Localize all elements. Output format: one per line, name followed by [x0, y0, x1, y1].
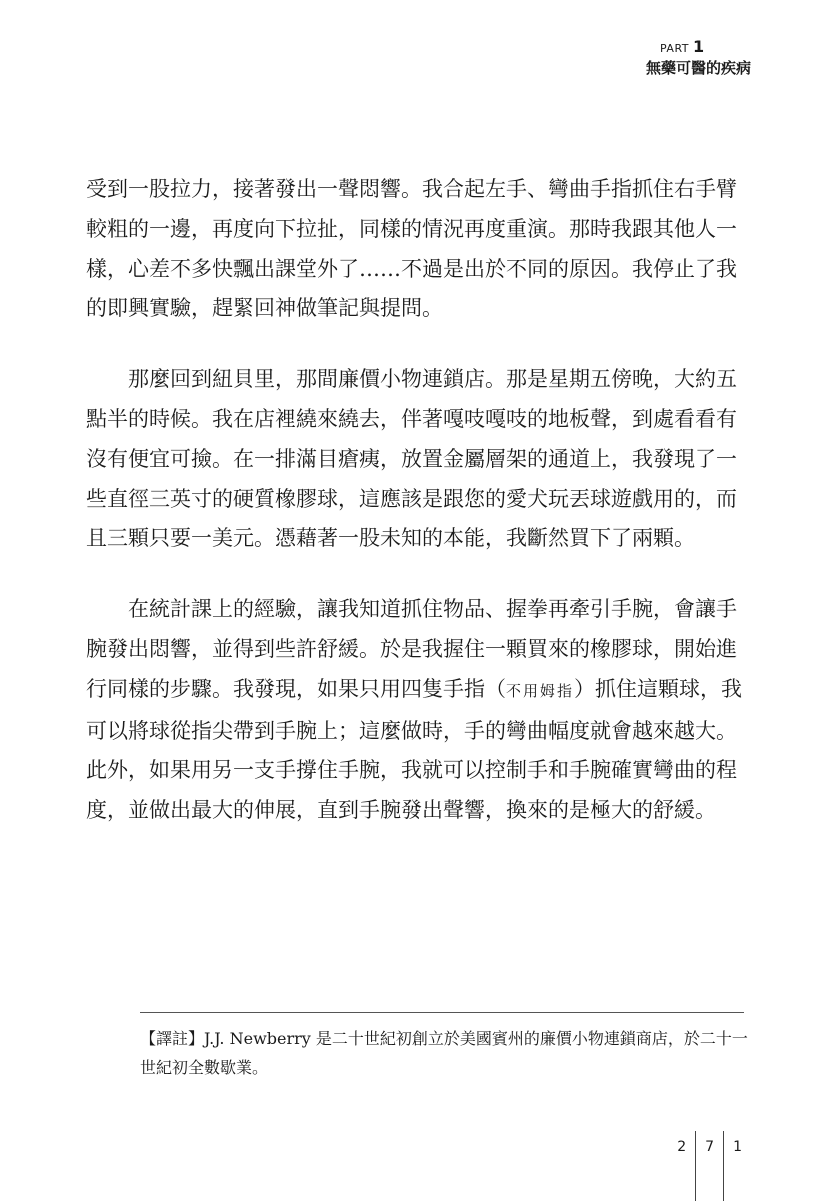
paragraph-3-part-1: 在統計課上的經驗，讓我知道抓住物品、握拳再牽引手腕，會讓手腕發出悶響，並得到些許舒緩。於是我握住一顆買來的橡膠球，開始進行同樣的步驟。我發現，如果只用四隻手指（ [86, 597, 737, 701]
paragraph-3-part-2: ）抓住這顆球，我可以將球從指尖帶到手腕上；這麼做時，手的彎曲幅度就會越來越大。此外，如果用另一支手撐住手腕，我就可以控制手和手腕確實彎曲的程度，並做出最大的伸展，直到手腕發出聲響，換來的是極大的舒緩。 [86, 676, 743, 823]
part-label-text: PART [659, 42, 690, 55]
page-number-digit: 1 [723, 1131, 751, 1201]
inline-note: 不用姆指 [506, 681, 575, 700]
part-number: 1 [693, 37, 705, 56]
footnote-divider [140, 1012, 744, 1013]
paragraph-2: 那麼回到紐貝里，那間廉價小物連鎖店。那是星期五傍晚，大約五點半的時候。我在店裡繞來繞去，伴著嘎吱嘎吱的地板聲，到處看看有沒有便宜可撿。在一排滿目瘡痍，放置金屬層架的通道上，我發現了一些直徑三英寸的硬質橡膠球，這應該是跟您的愛犬玩丟球遊戲用的，而且三顆只要一美元。憑藉著一股未知的本能，我斷然買下了兩顆。 [86, 367, 737, 551]
page-number [668, 1131, 751, 1201]
footnote: 【譯註】J.J. Newberry 是二十世紀初創立於美國賓州的廉價小物連鎖商店，於二十一世紀初全數歇業。 [140, 1029, 748, 1077]
page-number-digit: 2 [677, 1139, 687, 1155]
chapter-title: 無藥可醫的疾病 [645, 59, 751, 77]
page-number-digit: 7 [695, 1131, 723, 1201]
running-header [646, 38, 751, 78]
part-label [646, 38, 751, 58]
paragraph-1: 受到一股拉力，接著發出一聲悶響。我合起左手、彎曲手指抓住右手臂較粗的一邊，再度向下拉扯，同樣的情況再度重演。那時我跟其他人一樣，心差不多快飄出課堂外了……不過是出於不同的原因。我停止了我的即興實驗，趕緊回神做筆記與提問。 [86, 177, 737, 321]
main-text [86, 170, 746, 862]
paragraph-3 [86, 590, 746, 831]
